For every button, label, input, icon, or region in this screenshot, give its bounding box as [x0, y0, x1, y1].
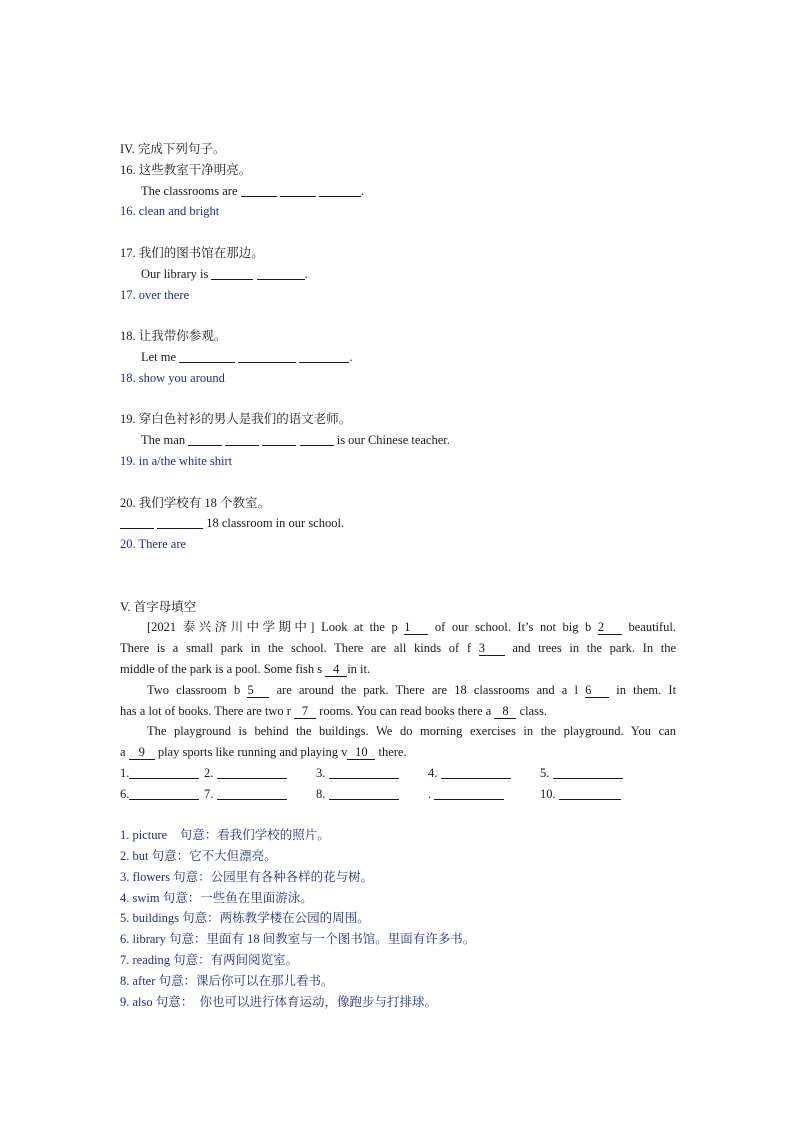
blank-9[interactable]: 9 — [129, 745, 155, 760]
section-iv-heading: IV. 完成下列句子。 — [120, 142, 226, 156]
answer-key-item: 7. reading 句意：有两间阅览室。 — [120, 953, 299, 968]
question-17-chinese: 17. 我们的图书馆在那边。 — [120, 245, 264, 260]
answer-key-item: 4. swim 句意：一些鱼在里面游泳。 — [120, 890, 313, 905]
blank-10[interactable]: 10 — [347, 745, 375, 760]
answer-slot[interactable]: 5. — [540, 763, 640, 784]
blank[interactable] — [299, 349, 349, 363]
question-18-chinese: 18. 让我带你参观。 — [120, 329, 227, 344]
answer-blanks-row-1 — [120, 763, 676, 784]
passage-text: there. — [378, 745, 407, 760]
blank[interactable] — [241, 183, 277, 197]
answer-key — [120, 825, 676, 1012]
answer-blanks-row-2 — [120, 784, 676, 805]
question-19-chinese: 19. 穿白色衬衫的男人是我们的语文老师。 — [120, 412, 352, 427]
blank[interactable] — [238, 349, 296, 363]
blank[interactable] — [120, 515, 154, 529]
question-16-english — [120, 181, 676, 202]
blank[interactable] — [188, 432, 222, 446]
question-18-suffix: . — [349, 349, 353, 364]
question-17-english — [120, 264, 676, 285]
answer-17: 17. over there — [120, 287, 190, 302]
passage-text: are around the park. There are 18 classrooms and a l — [276, 682, 578, 697]
passage-line-1 — [120, 617, 676, 638]
question-20-chinese: 20. 我们学校有 18 个教室。 — [120, 495, 271, 510]
answer-19: 19. in a/the white shirt — [120, 453, 233, 468]
question-19-english — [120, 430, 676, 451]
answer-slot[interactable]: 3. — [316, 763, 428, 784]
answer-slot[interactable]: 7. — [204, 784, 316, 805]
question-17-prefix: Our library is — [141, 266, 209, 281]
blank[interactable] — [280, 183, 316, 197]
question-20-suffix: 18 classroom in our school. — [206, 516, 345, 531]
answer-18: 18. show you around — [120, 370, 225, 385]
passage-line-3 — [120, 659, 676, 680]
blank[interactable] — [319, 183, 361, 197]
section-v-heading: V. 首字母填空 — [120, 599, 197, 614]
blank-6[interactable]: 6 — [585, 683, 609, 698]
answer-slot[interactable]: 8. — [316, 784, 428, 805]
blank-4[interactable]: 4 — [325, 662, 347, 677]
blank-2[interactable]: 2 — [598, 620, 622, 635]
passage-text: class. — [519, 703, 548, 718]
source-tag: [2021 泰兴济川中学期中] — [147, 620, 315, 635]
blank[interactable] — [179, 349, 235, 363]
worksheet-page — [120, 139, 676, 1012]
passage-text: has a lot of books. There are two r — [120, 703, 291, 718]
question-16-prefix: The classrooms are — [141, 183, 238, 198]
passage-line-2 — [120, 638, 676, 659]
blank-5[interactable]: 5 — [247, 683, 269, 698]
passage-text: and trees in the park. In the — [512, 641, 677, 656]
blank-1[interactable]: 1 — [404, 620, 428, 635]
answer-key-item: 1. picture 句意：看我们学校的照片。 — [120, 828, 330, 843]
passage-line-4 — [120, 680, 676, 701]
passage-text: middle of the park is a pool. Some fish s — [120, 661, 323, 676]
blank[interactable] — [262, 432, 296, 446]
passage-text: The playground is behind the buildings. We do morning exercises in the playground. You can — [147, 724, 676, 739]
passage-text: Two classroom b — [147, 682, 241, 697]
answer-slot[interactable]: 4. — [428, 763, 540, 784]
question-18-english — [120, 347, 676, 368]
passage-text: in it. — [347, 661, 371, 676]
question-19-prefix: The man — [141, 433, 186, 448]
answer-16: 16. clean and bright — [120, 204, 220, 219]
blank-8[interactable]: 8 — [494, 704, 516, 719]
passage-text: rooms. You can read books there a — [319, 703, 492, 718]
passage-line-5 — [120, 701, 676, 722]
answer-slot[interactable]: 2. — [204, 763, 316, 784]
question-16-chinese: 16. 这些教室干净明亮。 — [120, 162, 252, 177]
answer-key-item: 2. but 句意：它不大但漂亮。 — [120, 849, 277, 864]
passage-line-6 — [120, 721, 676, 742]
answer-slot[interactable]: 6. — [120, 784, 204, 805]
passage-text: of our school. It’s not big b — [434, 620, 592, 635]
question-16-suffix: . — [360, 183, 364, 198]
answer-key-item: 8. after 句意：课后你可以在那儿看书。 — [120, 973, 334, 988]
passage-line-7 — [120, 742, 676, 763]
blank-7[interactable]: 7 — [294, 704, 316, 719]
passage-text: play sports like running and playing v — [157, 745, 348, 760]
question-18-prefix: Let me — [141, 349, 177, 364]
blank[interactable] — [257, 266, 305, 280]
passage-text: Look at the p — [321, 620, 398, 635]
answer-20: 20. There are — [120, 537, 187, 552]
answer-key-item: 5. buildings 句意：两栋教学楼在公园的周围。 — [120, 911, 370, 926]
passage-text: beautiful. — [628, 620, 677, 635]
answer-slot[interactable]: 1. — [120, 763, 204, 784]
answer-slot[interactable]: 10. — [540, 784, 640, 805]
blank[interactable] — [225, 432, 259, 446]
answer-slot[interactable]: . — [428, 784, 540, 805]
blank[interactable] — [300, 432, 334, 446]
passage-text: a — [120, 745, 126, 760]
question-17-suffix: . — [304, 266, 308, 281]
passage-text: There is a small park in the school. There are all kinds of f — [120, 641, 472, 656]
answer-key-item: 3. flowers 句意：公园里有各种各样的花与树。 — [120, 869, 374, 884]
passage-text: in them. It — [616, 682, 677, 697]
blank-3[interactable]: 3 — [479, 641, 505, 656]
blank[interactable] — [211, 266, 253, 280]
question-19-suffix: is our Chinese teacher. — [336, 433, 450, 448]
question-20-english — [120, 513, 676, 534]
answer-key-item: 9. also 句意： 你也可以进行体育运动，像跑步与打排球。 — [120, 994, 438, 1009]
answer-key-item: 6. library 句意：里面有 18 间教室与一个图书馆。里面有许多书。 — [120, 932, 476, 947]
blank[interactable] — [157, 515, 203, 529]
